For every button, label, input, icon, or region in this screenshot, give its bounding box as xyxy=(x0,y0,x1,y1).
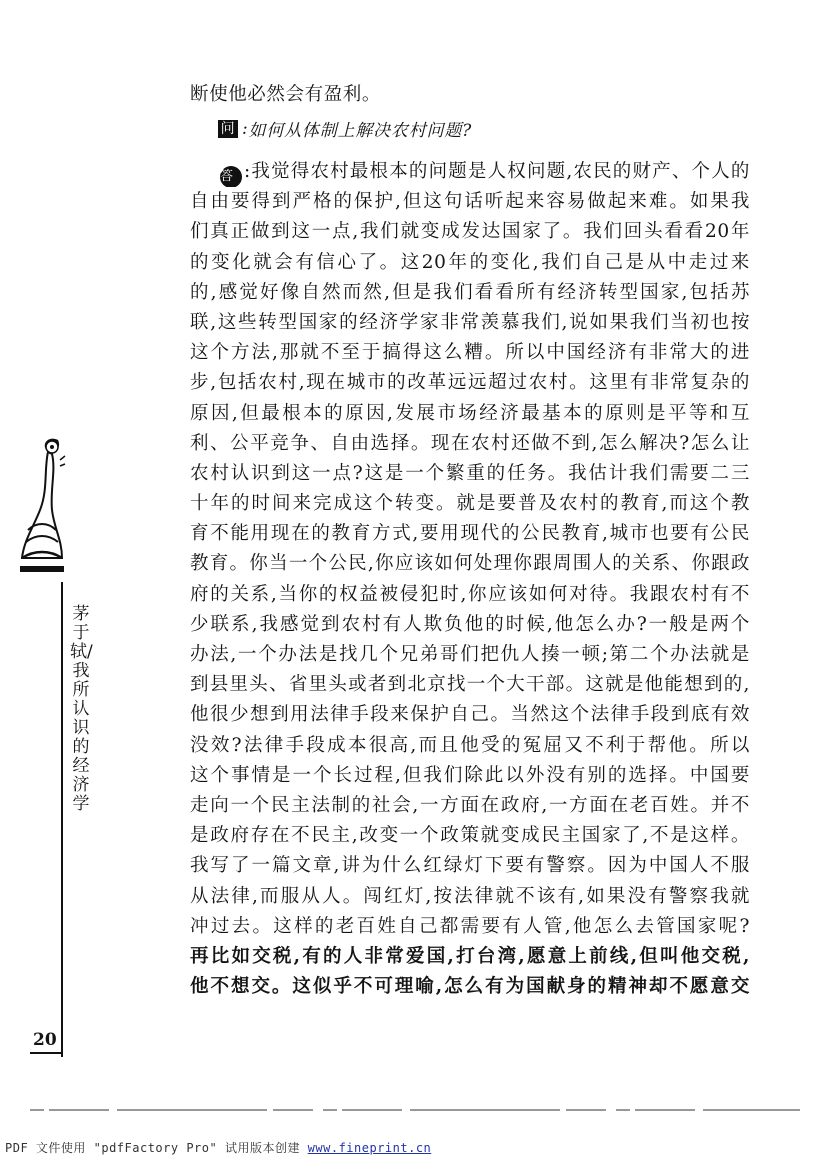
side-vertical-rule xyxy=(61,582,63,1057)
answer-line: 的,感觉好像自然而然,但是我们看看所有经济转型国家,包括苏 xyxy=(190,281,750,303)
answer-line-1: 答 :我觉得农村最根本的问题是人权问题,农民的财产、个人的 xyxy=(190,157,750,187)
answer-line: 教育。你当一个公民,你应该如何处理你跟周围人的关系、你跟政 xyxy=(190,553,750,575)
page-number-underline xyxy=(30,1052,62,1054)
page-number: 20 xyxy=(33,1030,57,1050)
book-side-title: 茅于轼/我所认识的经济学 xyxy=(70,604,93,814)
answer-line: 这个方法,那就不至于搞得这么糟。所以中国经济有非常大的进 xyxy=(190,342,750,364)
answer-line: 原因,但最根本的原因,发展市场经济最基本的原则是平等和互 xyxy=(190,402,750,424)
answer-badge: 答 xyxy=(220,166,242,187)
answer-line: 再比如交税,有的人非常爱国,打台湾,愿意上前线,但叫他交税, xyxy=(190,945,750,967)
answer-line: 府的关系,当你的权益被侵犯时,你应该如何对待。我跟农村有不 xyxy=(190,583,750,605)
footer-link[interactable]: www.fineprint.cn xyxy=(307,1141,432,1155)
answer-line: 这个事情是一个长过程,但我们除此以外没有别的选择。中国要 xyxy=(190,764,750,786)
answer-line: 们真正做到这一点,我们就变成发达国家了。我们回头看看20年 xyxy=(190,221,750,243)
question-text: 如何从体制上解决农村问题? xyxy=(248,121,473,141)
pdf-footer xyxy=(5,1139,431,1156)
answer-line: 十年的时间来完成这个转变。就是要普及农村的教育,而这个教 xyxy=(190,493,750,515)
answer-line: 联,这些转型国家的经济学家非常羡慕我们,说如果我们当初也按 xyxy=(190,311,750,333)
answer-line: 步,包括农村,现在城市的改革远远超过农村。这里有非常复杂的 xyxy=(190,372,750,394)
answer-line: 到县里头、省里头或者到北京找一个大干部。这就是他能想到的, xyxy=(190,674,750,696)
answer-line: 他不想交。这似乎不可理喻,怎么有为国献身的精神却不愿意交 xyxy=(190,976,750,998)
answer-line: 利、公平竞争、自由选择。现在农村还做不到,怎么解决?怎么让 xyxy=(190,432,750,454)
answer-line: 办法,一个办法是找几个兄弟哥们把仇人揍一顿;第二个办法就是 xyxy=(190,644,750,665)
answer-line: 的变化就会有信心了。这20年的变化,我们自己是从中走过来 xyxy=(190,251,750,273)
footer-text: PDF 文件使用 "pdfFactory Pro" 试用版本创建 xyxy=(5,1141,308,1155)
answer-line: 农村认识到这一点?这是一个繁重的任务。我估计我们需要二三 xyxy=(190,462,750,484)
answer-line: 没效?法律手段成本很高,而且他受的冤屈又不利于帮他。所以 xyxy=(190,734,750,756)
bird-ornament-icon xyxy=(18,430,66,580)
answer-line: 走向一个民主法制的社会,一方面在政府,一方面在老百姓。并不 xyxy=(190,794,750,816)
answer-line: 自由要得到严格的保护,但这句话听起来容易做起来难。如果我 xyxy=(190,191,750,213)
answer-line: 育不能用现在的教育方式,要用现代的公民教育,城市也要有公民 xyxy=(190,523,750,545)
footer-dashed-rule xyxy=(30,1109,800,1111)
question-badge: 问 xyxy=(218,120,238,138)
answer-line: 是政府存在不民主,改变一个政策就变成民主国家了,不是这样。 xyxy=(190,825,750,847)
answer-line: 少联系,我感觉到农村有人欺负他的时候,他怎么办?一般是两个 xyxy=(190,613,750,635)
question-line xyxy=(218,116,472,141)
answer-line: 从法律,而服从人。闯红灯,按法律就不该有,如果没有警察我就 xyxy=(190,885,750,907)
continuation-line: 断使他必然会有盈利。 xyxy=(190,84,382,105)
answer-line: 我写了一篇文章,讲为什么红绿灯下要有警察。因为中国人不服 xyxy=(190,855,750,877)
answer-line: 冲过去。这样的老百姓自己都需要有人管,他怎么去管国家呢? xyxy=(190,915,750,937)
answer-line: 他很少想到用法律手段来保护自己。当然这个法律手段到底有效 xyxy=(190,704,750,726)
answer-paragraph xyxy=(190,157,750,1002)
question-separator: : xyxy=(242,118,249,139)
